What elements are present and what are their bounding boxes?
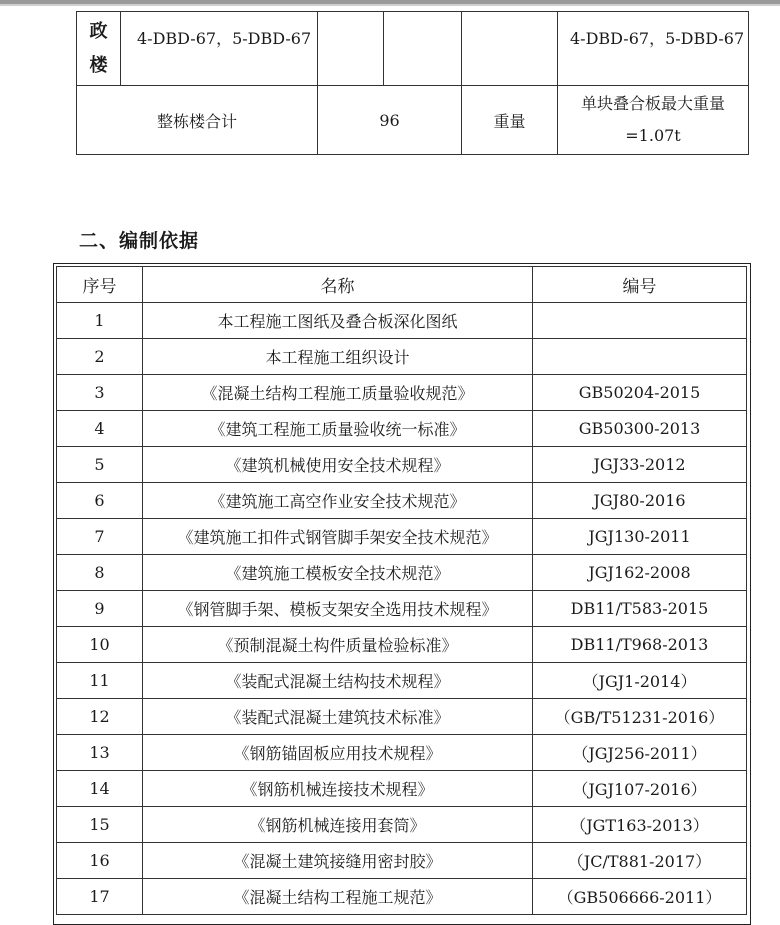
column-header: 序号 [57,267,143,303]
row-number-cell: 17 [57,879,143,915]
column-header: 名称 [143,267,533,303]
building-code-cell: 4-DBD-67，5-DBD-67 [121,12,318,86]
table-row [57,339,747,375]
row-number-cell: 15 [57,807,143,843]
summary-table [76,11,749,155]
table-row [57,483,747,519]
row-code-cell: DB11/T583-2015 [533,591,747,627]
building-label-cell [77,12,121,86]
row-name-cell: 《钢筋机械连接用套筒》 [143,807,533,843]
building-label: 政楼 [89,20,108,76]
row-code-cell: （GB506666-2011） [533,879,747,915]
table-row [57,807,747,843]
max-weight-line2: =1.07t [625,126,681,145]
row-name-cell: 《建筑工程施工质量验收统一标准》 [143,411,533,447]
table-row [57,663,747,699]
row-code-cell: GB50300-2013 [533,411,747,447]
row-name-cell: 《建筑施工模板安全技术规范》 [143,555,533,591]
row-name-cell: 《建筑机械使用安全技术规程》 [143,447,533,483]
table-row [57,627,747,663]
max-weight-cell [558,86,749,155]
max-weight-line1: 单块叠合板最大重量 [580,94,725,113]
row-name-cell: 《建筑施工扣件式钢管脚手架安全技术规范》 [143,519,533,555]
row-name-cell: 本工程施工组织设计 [143,339,533,375]
row-number-cell: 16 [57,843,143,879]
row-code-cell [533,339,747,375]
row-number-cell: 4 [57,411,143,447]
table-row [57,879,747,915]
total-label-cell: 整栋楼合计 [77,86,318,155]
row-number-cell: 13 [57,735,143,771]
table-row [57,447,747,483]
table-row [57,735,747,771]
table-row [57,555,747,591]
table-row [57,843,747,879]
weight-label-cell: 重量 [462,86,558,155]
row-number-cell: 2 [57,339,143,375]
row-number-cell: 14 [57,771,143,807]
row-number-cell: 7 [57,519,143,555]
row-number-cell: 1 [57,303,143,339]
column-header: 编号 [533,267,747,303]
row-code-cell: （JGJ107-2016） [533,771,747,807]
row-name-cell: 本工程施工图纸及叠合板深化图纸 [143,303,533,339]
basis-table [56,266,747,915]
building-code-right-cell: 4-DBD-67，5-DBD-67 [558,12,749,86]
row-number-cell: 9 [57,591,143,627]
row-code-cell: （JGJ1-2014） [533,663,747,699]
total-value-cell: 96 [318,86,462,155]
row-name-cell: 《混凝土建筑接缝用密封胶》 [143,843,533,879]
row-code-cell: （JGT163-2013） [533,807,747,843]
row-code-cell: （JGJ256-2011） [533,735,747,771]
row-code-cell [533,303,747,339]
row-name-cell: 《钢筋机械连接技术规程》 [143,771,533,807]
row-name-cell: 《混凝土结构工程施工规范》 [143,879,533,915]
empty-cell [384,12,462,86]
row-code-cell: JGJ130-2011 [533,519,747,555]
row-name-cell: 《预制混凝土构件质量检验标准》 [143,627,533,663]
row-code-cell: JGJ80-2016 [533,483,747,519]
section-title: 二、编制依据 [79,230,200,252]
row-number-cell: 10 [57,627,143,663]
row-name-cell: 《钢管脚手架、模板支架安全选用技术规程》 [143,591,533,627]
table-row [57,375,747,411]
row-code-cell: （GB/T51231-2016） [533,699,747,735]
row-name-cell: 《装配式混凝土结构技术规程》 [143,663,533,699]
row-code-cell: GB50204-2015 [533,375,747,411]
row-number-cell: 6 [57,483,143,519]
empty-cell [318,12,384,86]
table-header-row [57,267,747,303]
row-name-cell: 《钢筋锚固板应用技术规程》 [143,735,533,771]
row-number-cell: 11 [57,663,143,699]
row-code-cell: JGJ162-2008 [533,555,747,591]
row-number-cell: 3 [57,375,143,411]
table-row [57,519,747,555]
table-row [57,771,747,807]
window-top-border-shadow [0,4,780,6]
table-row [57,411,747,447]
row-code-cell: DB11/T968-2013 [533,627,747,663]
row-number-cell: 5 [57,447,143,483]
table-row [57,699,747,735]
table-row [57,591,747,627]
row-name-cell: 《建筑施工高空作业安全技术规范》 [143,483,533,519]
table-row [57,303,747,339]
row-code-cell: （JC/T881-2017） [533,843,747,879]
row-code-cell: JGJ33-2012 [533,447,747,483]
row-number-cell: 12 [57,699,143,735]
empty-cell [462,12,558,86]
row-name-cell: 《装配式混凝土建筑技术标准》 [143,699,533,735]
row-number-cell: 8 [57,555,143,591]
row-name-cell: 《混凝土结构工程施工质量验收规范》 [143,375,533,411]
